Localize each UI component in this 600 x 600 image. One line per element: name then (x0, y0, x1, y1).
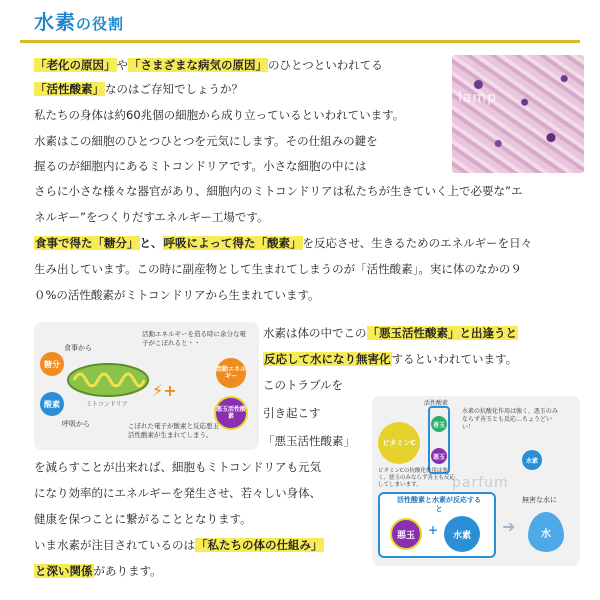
energy-note: 活動エネルギーを造る時に余分な電子がこぼれると・・ (142, 330, 246, 347)
cell-microscope-image (452, 55, 584, 173)
p1-line1: 「老化の原因」や「さまざまな病気の原因」のひとつといわれてる (35, 58, 383, 72)
title-underline (20, 40, 580, 43)
p3-line2: 反応して水になり無害化するといわれています。 (264, 352, 518, 366)
image-watermark: lamp (458, 90, 497, 106)
arrow-right-icon: ➜ (502, 517, 516, 536)
p2-line1: 食事で得た「糖分」と、呼吸によって得た「酸素」を反応させ、生きるためのエネルギーを日々 (35, 236, 533, 250)
p3-line5: 「悪玉活性酸素」 (263, 434, 355, 448)
p1-line5: 握るのが細胞内にあるミトコンドリアです。小さな細胞の中には (34, 159, 367, 173)
bad-oxygen-big-circle: 悪玉 (390, 518, 422, 550)
p3-line1: 水素は体の中でこの「悪玉活性酸素」と出逢うと (263, 326, 517, 340)
hydrogen-small-circle: 水素 (522, 450, 542, 470)
hydrogen-big-circle: 水素 (444, 516, 480, 552)
bad-oxygen-small-circle: 悪玉 (431, 448, 447, 464)
vitamin-c-circle: ビタミンC (378, 422, 420, 464)
sugar-circle: 糖分 (40, 352, 64, 376)
p1-line2: 「活性酸素」なのはご存知でしょうか？ (35, 82, 243, 96)
active-oxygen-label: 活性酸素 (424, 400, 449, 407)
section-header (0, 0, 600, 44)
p1-line3: 私たちの身体は約60兆個の細胞から成り立っているといわれています。 (34, 108, 405, 122)
p2-line3: ０%の活性酸素がミトコンドリアから生まれています。 (34, 288, 320, 302)
p3-line7: になり効率的にエネルギーを発生させ、若々しい身体、 (34, 486, 322, 500)
p3-line9: いま水素が注目されているのは「私たちの体の仕組み」 (34, 538, 323, 552)
mitochondria-icon (64, 360, 152, 400)
vitc-note: ビタミンCの抗酸化作用は強く、悪玉のみならず善玉も反応してしまいます。 (378, 468, 455, 488)
p3-line10: と深い関係があります。 (35, 564, 162, 578)
hydrogen-note: 水素の抗酸化作用は強く、悪玉のみならず善玉とも反応…ちょうどいい！ (462, 408, 558, 431)
good-oxygen-circle: 善玉 (431, 416, 447, 432)
p2-line2: 生み出しています。この時に副産物として生まれてしまうのが「活性酸素」。実に体のなかの９ (34, 262, 522, 276)
oxygen-circle: 酸素 (40, 392, 64, 416)
section-title (34, 6, 124, 35)
water-drop-icon: 水 (528, 512, 564, 552)
spark-icon: ⚡+ (152, 381, 177, 400)
p3-line8: 健康を保つことに繋がることとなります。 (34, 512, 252, 526)
mitochondria-diagram (34, 322, 259, 450)
mito-label: ミトコンドリア (86, 401, 128, 408)
title-sub: の役割 (76, 15, 125, 33)
p1-line6: さらに小さな様々な器官があり、細胞内のミトコンドリアは私たちが生きていく上で必要な”エ (34, 184, 523, 198)
bad-oxygen-circle: 悪玉活性酸素 (214, 396, 248, 430)
image-watermark-2: parfum (452, 475, 509, 491)
energy-circle: 活動エネルギー (216, 358, 246, 388)
food-label: 食事から (64, 344, 92, 352)
p3-line3: このトラブルを (263, 378, 344, 392)
p1-line7: ネルギー”をつくりだすエネルギー工場です。 (34, 210, 269, 224)
p1-line4: 水素はこの細胞のひとつひとつを元気にします。その仕組みの鍵を (34, 134, 378, 148)
title-main: 水素 (34, 10, 76, 34)
spill-note: こぼれた電子が酸素と反応悪玉活性酸素が生まれてしまう。 (128, 422, 219, 439)
breath-label: 呼吸から (62, 420, 90, 428)
harmless-label: 無害な水に (522, 496, 557, 504)
p3-line4: 引き起こす (263, 406, 321, 420)
p3-line6: を減らすことが出来れば、細胞もミトコンドリアも元気 (34, 460, 322, 474)
reaction-title: 活性酸素と水素が反応すると (397, 496, 481, 513)
plus-icon: + (428, 523, 439, 537)
